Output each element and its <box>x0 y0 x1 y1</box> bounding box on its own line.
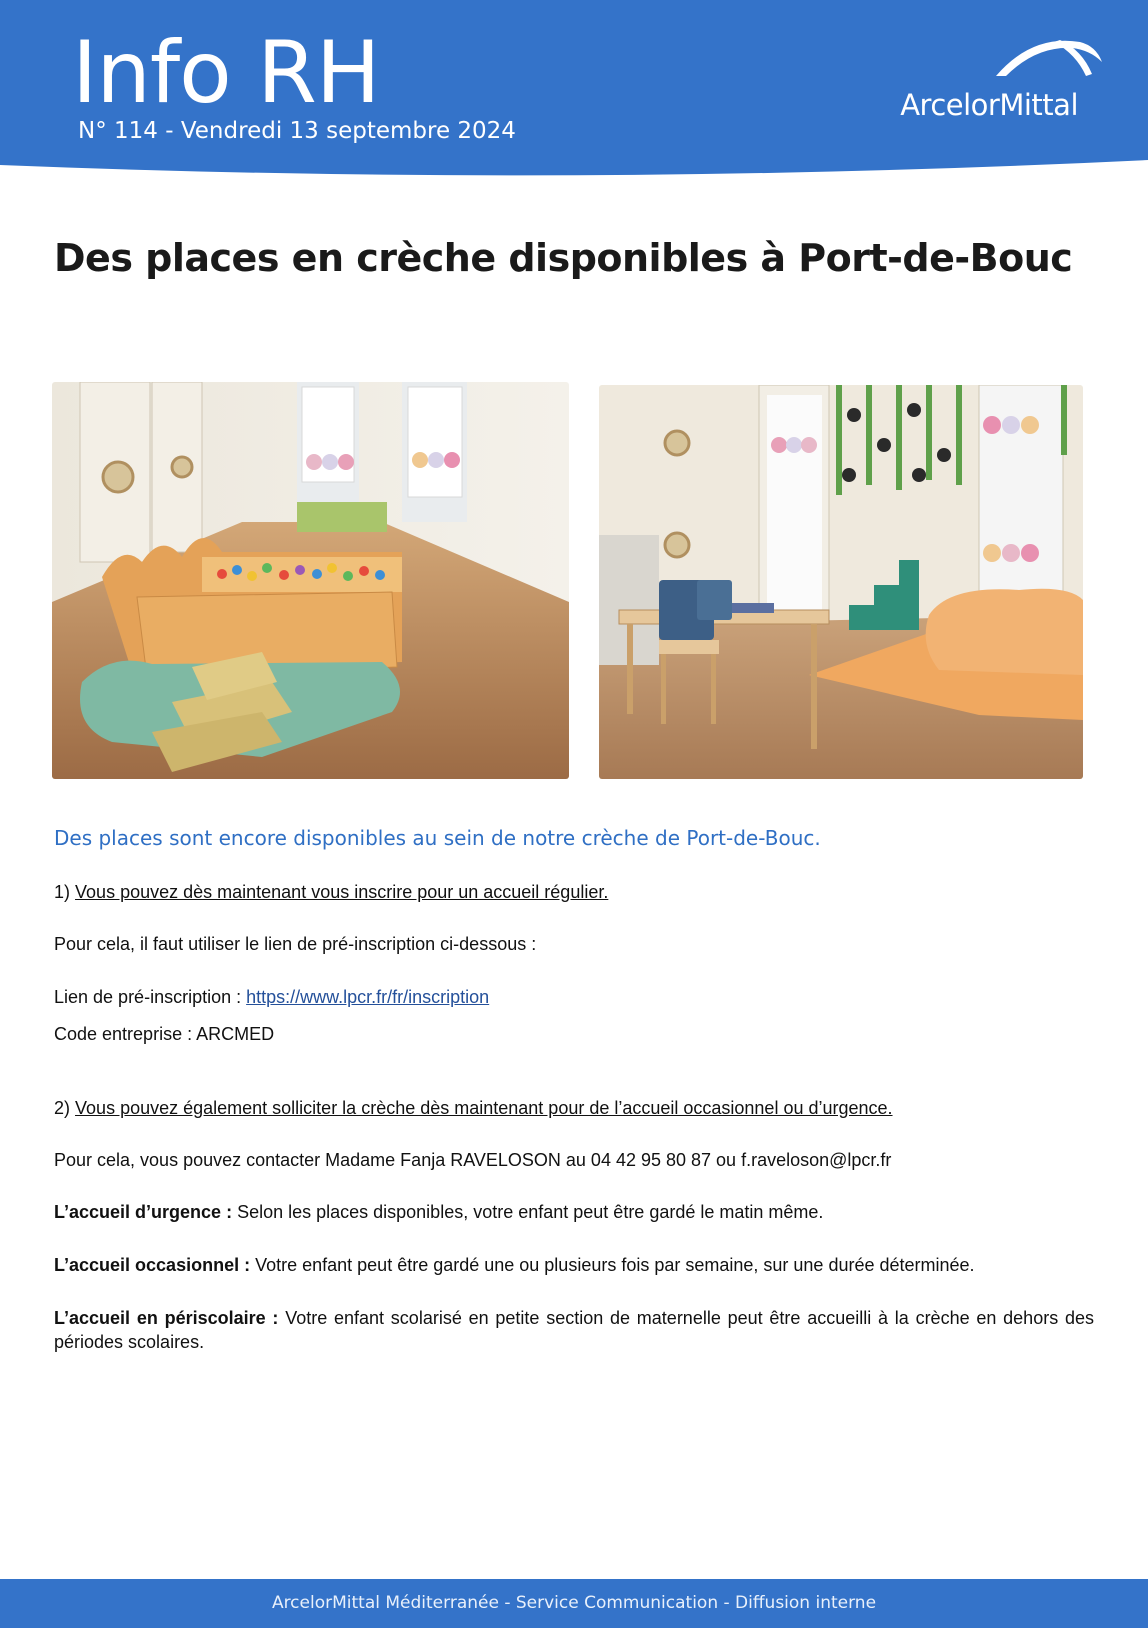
lead-paragraph: Des places sont encore disponibles au sein de notre crèche de Port-de-Bouc. <box>54 826 821 850</box>
item-1-number: 1) <box>54 882 71 902</box>
creche-ball-pit-photo <box>52 382 569 779</box>
newsletter-title: Info RH <box>72 23 380 123</box>
header-band <box>0 0 1148 185</box>
registration-link-line <box>54 987 489 1008</box>
arcelormittal-swoosh-icon <box>992 32 1104 80</box>
item-1-info: Pour cela, il faut utiliser le lien de pré-inscription ci-dessous : <box>54 934 537 954</box>
contact-info: Pour cela, vous pouvez contacter Madame Fanja RAVELOSON au 04 42 95 80 87 ou f.raveloson@lpcr.fr <box>54 1150 892 1170</box>
occasionnel-paragraph <box>54 1255 975 1276</box>
item-2-text: Vous pouvez également solliciter la crèche dès maintenant pour de l’accueil occasionnel ou d’urgence. <box>75 1098 893 1118</box>
company-code-label: Code entreprise : <box>54 1024 197 1044</box>
creche-play-room-photo <box>599 385 1083 779</box>
company-code-line <box>54 1024 274 1045</box>
registration-link[interactable]: https://www.lpcr.fr/fr/inscription <box>246 987 490 1007</box>
periscolaire-label: L’accueil en périscolaire : <box>54 1308 279 1328</box>
registration-link-label: Lien de pré-inscription : <box>54 987 247 1007</box>
item-2-number: 2) <box>54 1098 71 1118</box>
item-2 <box>54 1098 893 1119</box>
article-headline: Des places en crèche disponibles à Port-de-Bouc <box>54 236 1073 280</box>
footer-bar: ArcelorMittal Méditerranée - Service Communication - Diffusion interne <box>0 1579 1148 1628</box>
company-code-value: ARCMED <box>196 1024 275 1044</box>
arcelormittal-logo <box>900 30 1110 125</box>
urgence-paragraph <box>54 1202 823 1223</box>
occasionnel-label: L’accueil occasionnel : <box>54 1255 251 1275</box>
occasionnel-text: Votre enfant peut être gardé une ou plusieurs fois par semaine, sur une durée déterminée. <box>250 1255 975 1275</box>
urgence-text: Selon les places disponibles, votre enfant peut être gardé le matin même. <box>232 1202 824 1222</box>
logo-text: ArcelorMittal <box>900 88 1078 122</box>
item-1-text: Vous pouvez dès maintenant vous inscrire pour un accueil régulier. <box>75 882 609 902</box>
urgence-label: L’accueil d’urgence : <box>54 1202 233 1222</box>
periscolaire-text: Votre enfant scolarisé en petite section de maternelle peut être accueilli à la crèche en dehors des périodes scolaires. <box>54 1308 1094 1352</box>
issue-date: N° 114 - Vendredi 13 septembre 2024 <box>78 118 516 144</box>
periscolaire-paragraph <box>54 1306 1094 1354</box>
item-1 <box>54 882 608 903</box>
